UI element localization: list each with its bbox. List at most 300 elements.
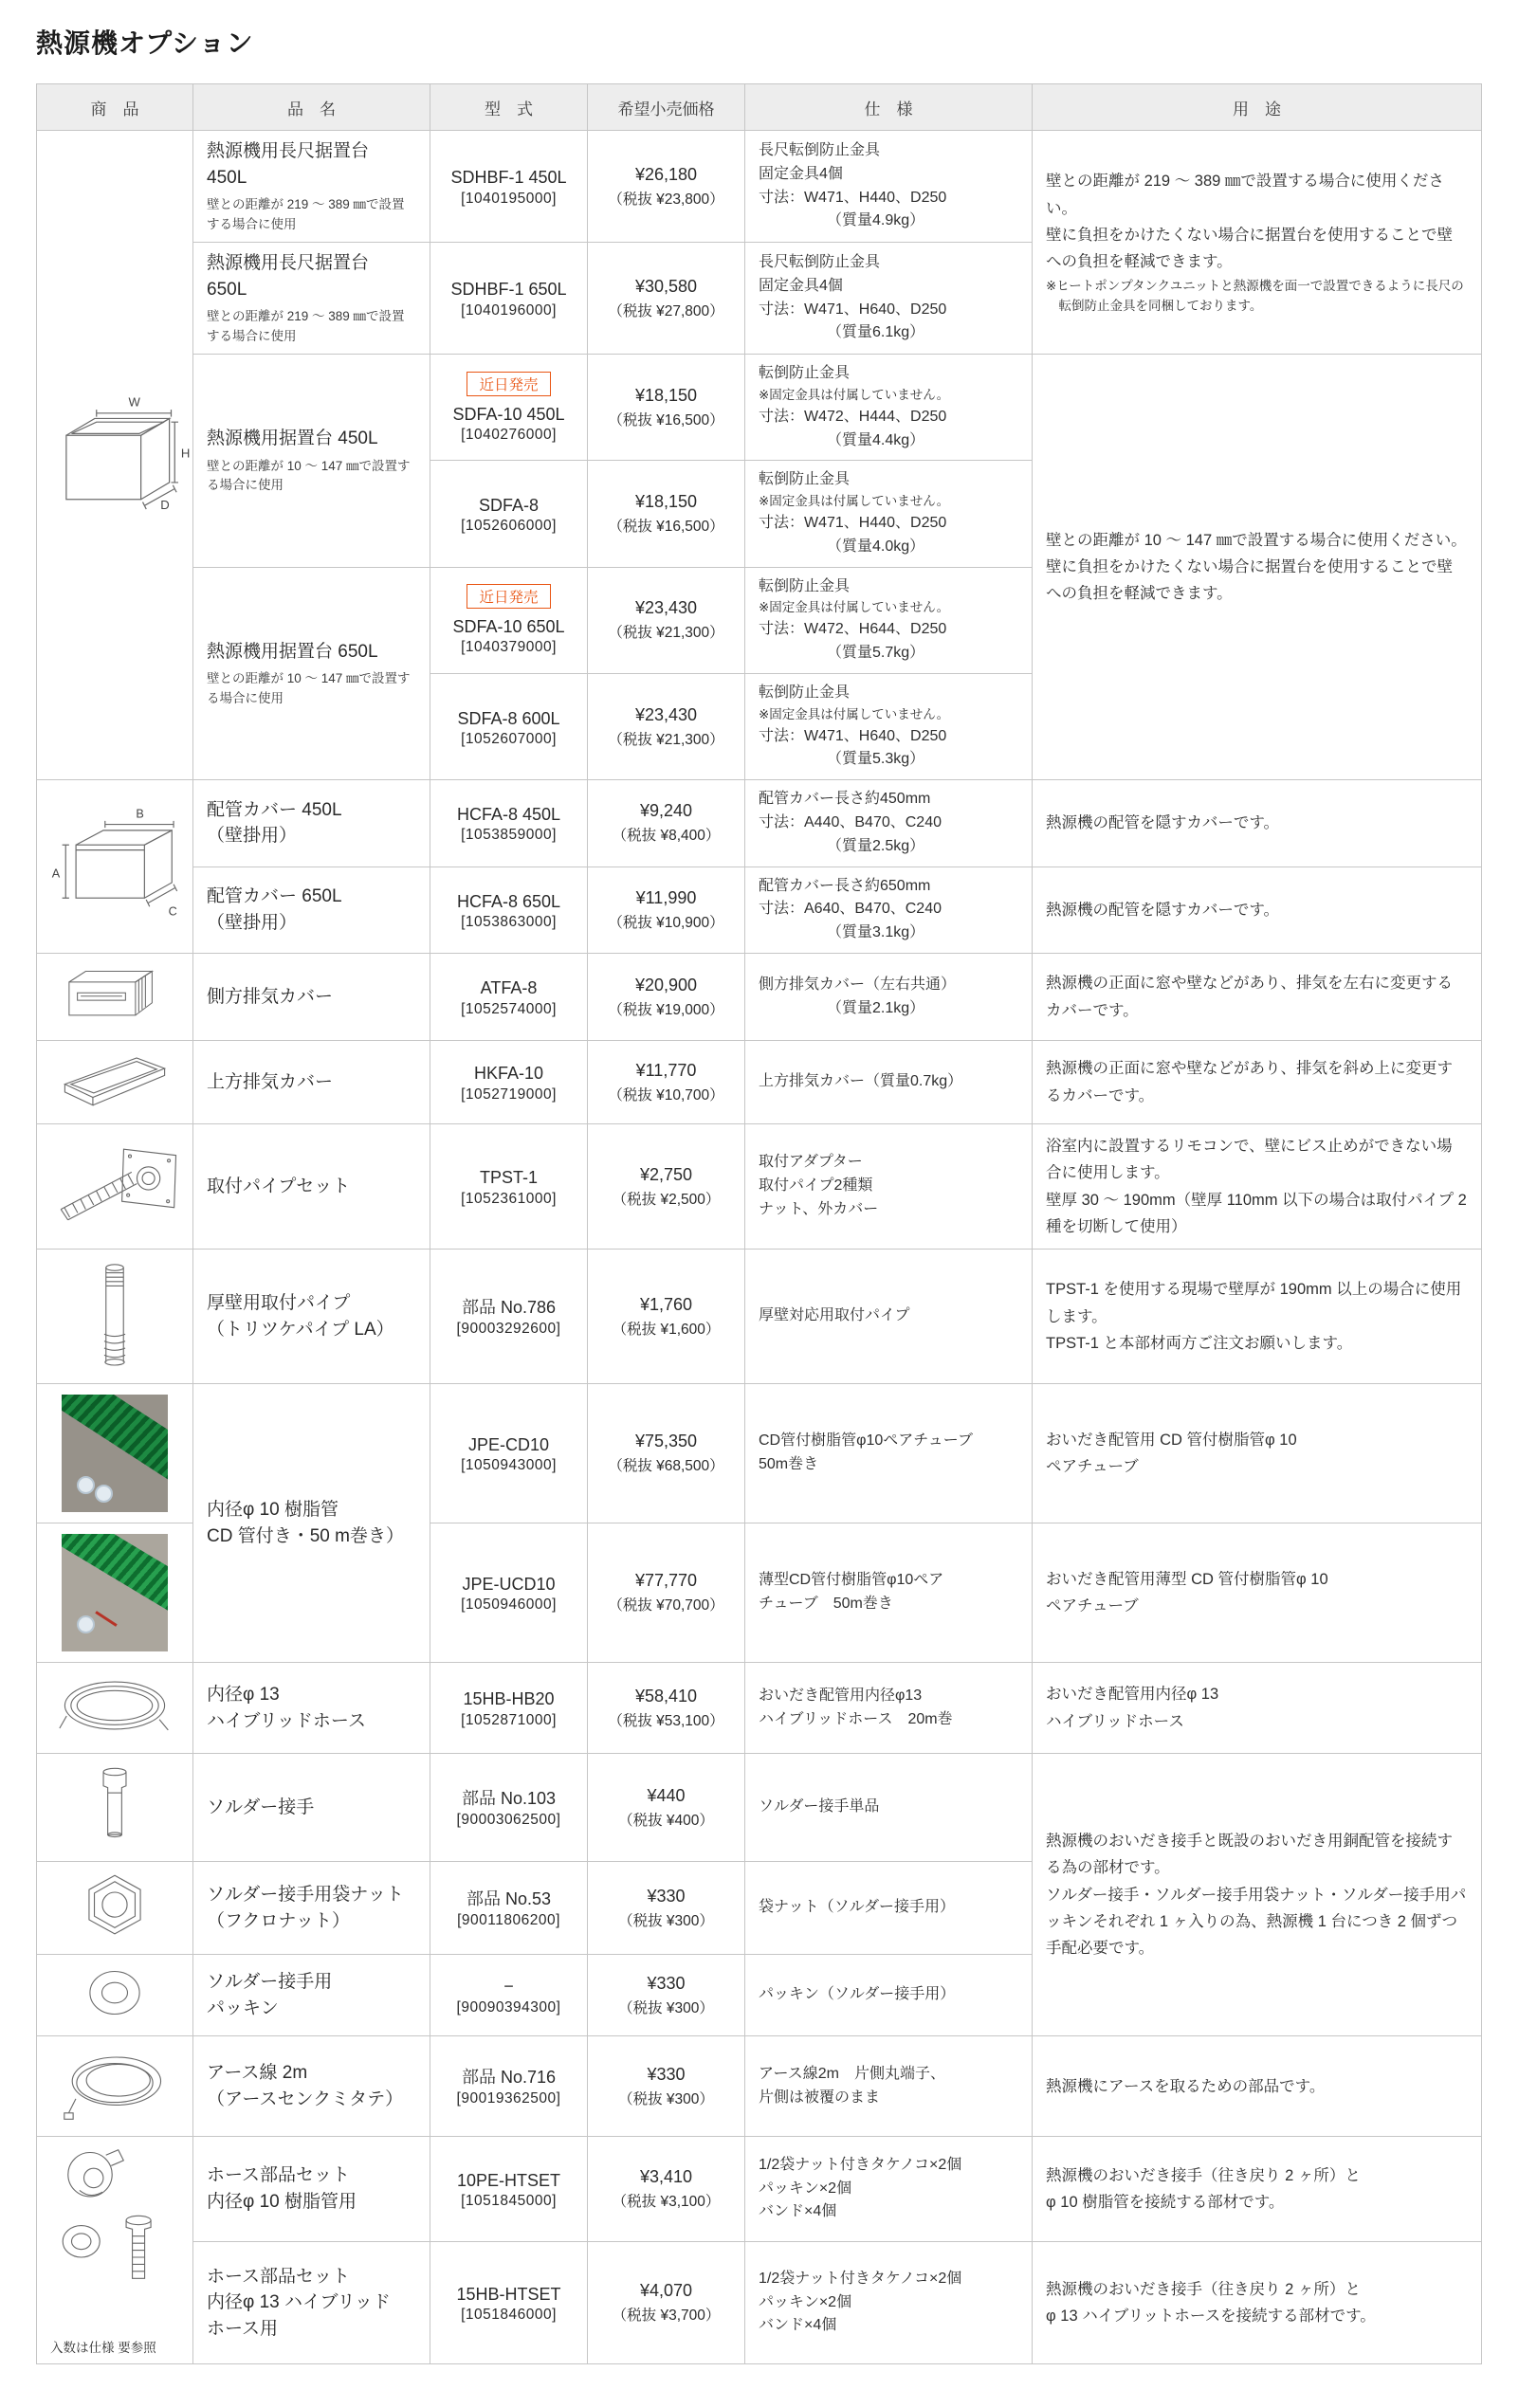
name-cell [193, 1041, 430, 1124]
model-number: SDHBF-1 450L [450, 168, 567, 188]
price: ¥20,900 [634, 975, 698, 994]
price-excl-tax: （税抜 ¥3,700） [612, 2307, 721, 2324]
product-name-line: ホース部品セット [207, 2266, 351, 2287]
product-name-line: 内径φ 10 樹脂管 [207, 1499, 339, 1520]
model-number: JPE-UCD10 [462, 1574, 556, 1594]
item-code: [90090394300] [456, 1998, 561, 2016]
use-text: 熱源機にアースを取るための部品です。 [1046, 2077, 1326, 2095]
table-row [37, 2036, 1482, 2137]
model-cell [430, 1663, 588, 1754]
price-cell [588, 1384, 745, 1523]
model-cell [430, 131, 588, 243]
price: ¥30,580 [634, 276, 698, 296]
spec-line: 寸法：A640、B470、C240 [759, 901, 942, 918]
product-cell [37, 1523, 193, 1663]
table-row [37, 1250, 1482, 1384]
product-name-line: ホース用 [207, 2318, 279, 2339]
spec-line: （質量5.3kg） [827, 751, 925, 768]
earth-wire-drawing-icon [62, 2044, 168, 2124]
spec-line: （質量3.1kg） [827, 924, 925, 941]
thin-cd-pipe-photo [62, 1534, 168, 1651]
spec-cell [745, 461, 1033, 567]
name-cell [193, 2137, 430, 2242]
spec-cell [745, 131, 1033, 243]
model-number: 部品 No.786 [461, 1298, 557, 1318]
model-number: SDFA-10 450L [452, 404, 565, 424]
model-cell [430, 673, 588, 779]
product-name-line: ソルダー接手 [207, 1797, 315, 1817]
spec-line: （質量2.5kg） [827, 837, 925, 854]
spec-line: 転倒防止金具 [759, 577, 851, 594]
col-header-model: 型 式 [430, 84, 588, 131]
product-name-line: 内径φ 10 樹脂管用 [207, 2191, 357, 2212]
use-text: 熱源機のおいだき接手（往き戻り 2 ヶ所）と [1046, 2280, 1361, 2298]
spec-line: ソルダー接手単品 [759, 1798, 880, 1815]
model-cell [430, 1041, 588, 1124]
product-cell [37, 1862, 193, 1955]
use-text: おいだき配管用内径φ 13 [1046, 1686, 1219, 1704]
price-excl-tax: （税抜 ¥21,300） [608, 625, 724, 642]
use-cell [1033, 1754, 1482, 2036]
spec-cell [745, 867, 1033, 953]
item-code: [1040276000] [461, 426, 557, 443]
product-cell [37, 1041, 193, 1124]
price-cell [588, 1955, 745, 2036]
table-row [37, 1041, 1482, 1124]
model-number: 部品 No.716 [461, 2068, 557, 2088]
spec-cell [745, 954, 1033, 1041]
model-cell [430, 954, 588, 1041]
use-text: おいだき配管用薄型 CD 管付樹脂管φ 10 [1046, 1570, 1328, 1588]
use-text: φ 10 樹脂管を接続する部材です。 [1046, 2193, 1285, 2211]
price-excl-tax: （税抜 ¥300） [618, 1912, 714, 1929]
name-cell [193, 1955, 430, 2036]
model-number: TPST-1 [479, 1168, 538, 1188]
price-excl-tax: （税抜 ¥19,000） [608, 1001, 724, 1018]
item-code: [1040196000] [461, 301, 557, 319]
model-cell [430, 1384, 588, 1523]
spec-line: パッキン（ソルダー接手用） [759, 1986, 956, 2003]
name-cell [193, 954, 430, 1041]
model-number: JPE-CD10 [467, 1434, 550, 1454]
price-cell [588, 355, 745, 461]
spec-line: 50m巻き [759, 1456, 819, 1473]
use-text: おいだき配管用 CD 管付樹脂管φ 10 [1046, 1431, 1297, 1449]
use-text: 熱源機の配管を隠すカバーです。 [1046, 901, 1280, 919]
model-number: HKFA-10 [473, 1064, 544, 1084]
table-row [37, 1124, 1482, 1250]
price: ¥75,350 [634, 1432, 698, 1451]
price-cell [588, 2036, 745, 2137]
spec-line: （質量6.1kg） [827, 324, 925, 341]
spec-cell [745, 2241, 1033, 2363]
item-code: [1052871000] [461, 1711, 557, 1728]
item-code: [1050946000] [461, 1596, 557, 1614]
table-row [37, 954, 1482, 1041]
name-cell [193, 867, 430, 953]
spec-line: 配管カバー長さ約450mm [759, 791, 931, 808]
spec-line: おいだき配管用内径φ13 [759, 1687, 923, 1704]
price-cell [588, 780, 745, 867]
model-number: − [503, 1977, 514, 1997]
spec-cell [745, 567, 1033, 673]
item-code: [1040195000] [461, 190, 557, 207]
price-cell [588, 2137, 745, 2242]
spec-line: 配管カバー長さ約650mm [759, 877, 931, 894]
price: ¥9,240 [639, 801, 693, 821]
product-name-line: 内径φ 13 [207, 1684, 280, 1705]
name-cell [193, 1250, 430, 1384]
price-cell [588, 1041, 745, 1124]
name-cell [193, 1754, 430, 1862]
product-name-note: 壁との距離が 10 ～ 147 ㎜で設置する場合に使用 [207, 671, 411, 705]
product-name-line: 厚壁用取付パイプ [207, 1292, 351, 1313]
spec-cell [745, 1384, 1033, 1523]
use-cell [1033, 2036, 1482, 2137]
spec-line: チューブ 50m巻き [759, 1596, 893, 1613]
spec-cell [745, 2137, 1033, 2242]
item-code: [1051846000] [461, 2306, 557, 2323]
product-name-line: 熱源機用据置台 450L [207, 429, 378, 449]
item-code: [1052719000] [461, 1085, 557, 1103]
price: ¥330 [647, 2064, 686, 2084]
spec-cell [745, 1041, 1033, 1124]
use-cell [1033, 2241, 1482, 2363]
side-exhaust-cover-drawing-icon [58, 961, 172, 1028]
price: ¥2,750 [639, 1164, 693, 1184]
product-name-line: （壁掛用） [207, 826, 298, 847]
spec-line: 寸法：A440、B470、C240 [759, 814, 942, 831]
spec-line: ※固定金具は付属していません。 [759, 706, 950, 721]
model-cell [430, 355, 588, 461]
spec-line: 上方排気カバー（質量0.7kg） [759, 1073, 963, 1090]
stand-box-drawing-icon [50, 344, 192, 562]
spec-line: 寸法：W471、H440、D250 [759, 515, 947, 532]
product-cell [37, 1250, 193, 1384]
product-name-line: ソルダー接手用袋ナット [207, 1884, 404, 1905]
spec-cell [745, 1250, 1033, 1384]
col-header-use: 用 途 [1033, 84, 1482, 131]
table-row [37, 1663, 1482, 1754]
product-name-note: 壁との距離が 10 ～ 147 ㎜で設置する場合に使用 [207, 458, 411, 493]
price-cell [588, 1523, 745, 1663]
item-code: [90019362500] [456, 2089, 561, 2107]
use-text: 壁厚 30 ～ 190mm（壁厚 110mm 以下の場合は取付パイプ 2 種を切断して使用） [1046, 1191, 1467, 1235]
price: ¥11,770 [635, 1060, 697, 1080]
model-cell [430, 1862, 588, 1955]
model-cell [430, 2137, 588, 2242]
product-cell [37, 1384, 193, 1523]
item-code: [1052574000] [461, 1000, 557, 1017]
spec-cell [745, 355, 1033, 461]
price-excl-tax: （税抜 ¥8,400） [612, 828, 721, 845]
table-row [37, 780, 1482, 867]
header-row [37, 84, 1482, 131]
item-code: [1040379000] [461, 639, 557, 656]
spec-line: ※固定金具は付属していません。 [759, 600, 950, 615]
price: ¥77,770 [634, 1571, 698, 1591]
price-excl-tax: （税抜 ¥68,500） [608, 1458, 724, 1475]
item-code: [90003292600] [456, 1320, 561, 1337]
name-cell [193, 131, 430, 243]
spec-line: 取付パイプ2種類 [759, 1177, 873, 1195]
price-excl-tax: （税抜 ¥400） [618, 1812, 714, 1829]
name-cell [193, 567, 430, 780]
price: ¥1,760 [639, 1294, 693, 1314]
model-number: ATFA-8 [480, 978, 538, 998]
spec-line: ※固定金具は付属していません。 [759, 387, 950, 402]
price: ¥23,430 [634, 704, 698, 724]
options-table [36, 83, 1482, 2364]
inner-tube-image [77, 1476, 95, 1494]
item-code: [90003062500] [456, 1811, 561, 1828]
model-cell [430, 1754, 588, 1862]
dim-label-w: W [128, 393, 140, 409]
spec-cell [745, 2036, 1033, 2137]
product-cell [37, 1124, 193, 1250]
model-cell [430, 780, 588, 867]
product-cell [37, 131, 193, 780]
use-text: 浴室内に設置するリモコンで、壁にビス止めができない場合に使用します。 [1046, 1138, 1453, 1182]
spec-line: 長尺転倒防止金具 [759, 253, 881, 270]
product-name-line: 650L [207, 279, 247, 300]
use-text: 壁との距離が 219 ～ 389 ㎜で設置する場合に使用ください。 [1046, 173, 1444, 217]
price: ¥330 [647, 1886, 686, 1906]
spec-line: 袋ナット（ソルダー接手用） [759, 1899, 956, 1916]
use-text: φ 13 ハイブリットホースを接続する部材です。 [1046, 2307, 1376, 2325]
inner-tube-image [77, 1615, 95, 1633]
price: ¥18,150 [634, 491, 698, 511]
item-code: [1051845000] [461, 2192, 557, 2209]
product-cell [37, 2036, 193, 2137]
spec-line: 寸法：W471、H640、D250 [759, 727, 947, 744]
solder-joint-drawing-icon [93, 1761, 137, 1849]
price: ¥58,410 [634, 1686, 698, 1706]
price: ¥11,990 [635, 887, 697, 907]
price-cell [588, 567, 745, 673]
col-header-price: 希望小売価格 [588, 84, 745, 131]
mounting-pipe-set-drawing-icon [50, 1132, 183, 1236]
pipe-cover-drawing-icon [50, 794, 183, 936]
green-pipe-image [62, 1395, 168, 1493]
price-excl-tax: （税抜 ¥16,500） [608, 411, 724, 429]
use-text: 熱源機の正面に窓や壁などがあり、排気を左右に変更するカバーです。 [1046, 975, 1453, 1019]
price-cell [588, 954, 745, 1041]
model-cell [430, 1955, 588, 2036]
spec-line: 片側は被覆のまま [759, 2089, 881, 2106]
spec-line: 転倒防止金具 [759, 684, 851, 701]
price-cell [588, 1862, 745, 1955]
use-cell [1033, 131, 1482, 355]
hybrid-hose-coil-drawing-icon [58, 1670, 172, 1741]
price-excl-tax: （税抜 ¥10,900） [608, 914, 724, 931]
use-text: 壁に負担をかけたくない場合に据置台を使用することで壁への負担を軽減できます。 [1046, 558, 1453, 603]
product-name-line: ハイブリッドホース [207, 1710, 366, 1731]
dim-label-b: B [136, 806, 144, 820]
item-code: [1052606000] [461, 518, 557, 535]
model-number: 15HB-HTSET [456, 2284, 561, 2304]
use-note: ※ヒートポンプタンクユニットと熱源機を面一で設置できるように長尺の転倒防止金具を同梱しております。 [1046, 278, 1464, 313]
spec-line: ※固定金具は付属していません。 [759, 494, 950, 509]
use-text: 熱源機のおいだき接手と既設のおいだき用銅配管を接続する為の部材です。 [1046, 1833, 1453, 1877]
table-row [37, 2137, 1482, 2242]
product-name-line: （アースセンクミタテ） [207, 2089, 404, 2109]
price-cell [588, 1250, 745, 1384]
price-excl-tax: （税抜 ¥27,800） [608, 302, 724, 319]
green-pipe-image [62, 1534, 168, 1623]
product-cell [37, 954, 193, 1041]
spec-line: （質量4.9kg） [827, 212, 925, 229]
name-cell [193, 780, 430, 867]
model-cell [430, 243, 588, 355]
price-excl-tax: （税抜 ¥21,300） [608, 731, 724, 748]
product-name-line: （壁掛用） [207, 912, 298, 933]
use-text: ソルダー接手・ソルダー接手用袋ナット・ソルダー接手用パッキンそれぞれ 1 ヶ入りの為、熱源機 1 台につき 2 個ずつ手配必要です。 [1046, 1886, 1467, 1957]
use-cell [1033, 355, 1482, 780]
model-number: SDHBF-1 650L [450, 280, 567, 300]
name-cell [193, 243, 430, 355]
price-cell [588, 2241, 745, 2363]
spec-line: 薄型CD管付樹脂管φ10ペア [759, 1572, 944, 1589]
use-cell [1033, 954, 1482, 1041]
product-name-line: 内径φ 13 ハイブリッド [207, 2292, 391, 2313]
spec-line: 寸法：W472、H444、D250 [759, 408, 947, 425]
table-row [37, 867, 1482, 953]
use-text: TPST-1 を使用する現場で壁厚が 190mm 以上の場合に使用します。 [1046, 1281, 1462, 1325]
spec-line: 転倒防止金具 [759, 471, 851, 488]
product-name-line: 取付パイプセット [207, 1176, 351, 1196]
name-cell [193, 1124, 430, 1250]
spec-line: パッキン×2個 [759, 2293, 852, 2310]
price-cell [588, 1124, 745, 1250]
product-name-line: （フクロナット） [207, 1910, 351, 1931]
price-cell [588, 243, 745, 355]
use-text: TPST-1 と本部材両方ご注文お願いします。 [1046, 1334, 1353, 1352]
spec-line: パッキン×2個 [759, 2180, 852, 2197]
use-text: 熱源機の配管を隠すカバーです。 [1046, 814, 1280, 832]
item-code: [1052607000] [461, 730, 557, 747]
flare-nut-drawing-icon [75, 1870, 155, 1942]
use-cell [1033, 780, 1482, 867]
price-excl-tax: （税抜 ¥53,100） [608, 1712, 724, 1729]
spec-line: 側方排気カバー（左右共通） [759, 976, 957, 993]
dim-label-h: H [180, 446, 191, 461]
price-excl-tax: （税抜 ¥16,500） [608, 518, 724, 535]
use-text: ハイブリッドホース [1046, 1712, 1184, 1730]
dim-label-c: C [168, 903, 177, 918]
spec-line: （質量2.1kg） [827, 999, 925, 1016]
product-name-line: 熱源機用長尺据置台 [207, 141, 370, 162]
name-cell [193, 2241, 430, 2363]
use-text: ペアチューブ [1046, 1597, 1139, 1615]
model-cell [430, 867, 588, 953]
spec-cell [745, 243, 1033, 355]
product-name-line: 450L [207, 167, 247, 188]
product-name-line: （トリツケパイプ LA） [207, 1319, 394, 1340]
name-cell [193, 2036, 430, 2137]
model-cell [430, 1523, 588, 1663]
price: ¥330 [647, 1973, 686, 1993]
product-name-line: 配管カバー 450L [207, 799, 342, 820]
price-excl-tax: （税抜 ¥10,700） [608, 1086, 724, 1104]
col-header-product: 商 品 [37, 84, 193, 131]
price: ¥23,430 [634, 598, 698, 618]
spec-line: 固定金具4個 [759, 165, 843, 182]
use-cell [1033, 1250, 1482, 1384]
model-cell [430, 2241, 588, 2363]
model-number: 15HB-HB20 [463, 1689, 555, 1709]
top-exhaust-cover-drawing-icon [58, 1049, 172, 1111]
price: ¥440 [647, 1785, 686, 1805]
use-cell [1033, 2137, 1482, 2242]
coming-soon-badge: 近日発売 [467, 372, 550, 396]
price-cell [588, 1754, 745, 1862]
spec-line: 寸法：W471、H640、D250 [759, 301, 947, 318]
item-code: [1053859000] [461, 827, 557, 844]
page-title: 熱源機オプション [36, 28, 254, 58]
use-text: 熱源機の正面に窓や壁などがあり、排気を斜め上に変更するカバーです。 [1046, 1060, 1453, 1104]
product-name-line: 上方排気カバー [207, 1071, 334, 1092]
price-cell [588, 1663, 745, 1754]
quantity-footnote: 入数は仕様 要参照 [50, 2341, 156, 2356]
product-name-line: ソルダー接手用 [207, 1971, 333, 1992]
spec-line: （質量4.0kg） [827, 538, 925, 555]
spec-line: 寸法：W471、H440、D250 [759, 189, 947, 206]
product-cell [37, 1754, 193, 1862]
price-excl-tax: （税抜 ¥300） [618, 1999, 714, 2016]
model-cell [430, 1124, 588, 1250]
hose-parts-set-drawing-icon [53, 2144, 176, 2321]
spec-cell [745, 780, 1033, 867]
product-name-line: 配管カバー 650L [207, 886, 342, 907]
spec-line: バンド×4個 [759, 2317, 837, 2334]
spec-cell [745, 1754, 1033, 1862]
use-text: ペアチューブ [1046, 1458, 1139, 1476]
product-name-line: アース線 2m [207, 2062, 308, 2083]
name-cell [193, 1663, 430, 1754]
thick-wall-pipe-drawing-icon [90, 1257, 139, 1371]
model-number: SDFA-10 650L [452, 617, 565, 637]
inner-tube-image [95, 1485, 113, 1503]
spec-line: 寸法：W472、H644、D250 [759, 621, 947, 638]
coming-soon-badge: 近日発売 [467, 584, 550, 609]
use-cell [1033, 867, 1482, 953]
price: ¥18,150 [634, 385, 698, 405]
price-excl-tax: （税抜 ¥70,700） [608, 1597, 724, 1614]
item-code: [1052361000] [461, 1190, 557, 1207]
price-cell [588, 673, 745, 779]
table-row [37, 2241, 1482, 2363]
spec-cell [745, 673, 1033, 779]
model-number: SDFA-8 600L [457, 708, 560, 728]
col-header-spec: 仕 様 [745, 84, 1033, 131]
spec-line: （質量5.7kg） [827, 645, 925, 662]
use-cell [1033, 1124, 1482, 1250]
spec-cell [745, 1523, 1033, 1663]
product-name-line: 熱源機用据置台 650L [207, 641, 378, 662]
spec-line: アース線2m 片側丸端子、 [759, 2065, 945, 2082]
price: ¥4,070 [639, 2280, 693, 2300]
model-number: SDFA-8 [478, 495, 540, 515]
product-name-note: 壁との距離が 219 ～ 389 ㎜で設置する場合に使用 [207, 197, 405, 231]
model-cell [430, 2036, 588, 2137]
spec-line: 長尺転倒防止金具 [759, 141, 881, 158]
product-name-line: パッキン [207, 1998, 279, 2018]
product-cell [37, 1955, 193, 2036]
price-excl-tax: （税抜 ¥3,100） [612, 2193, 721, 2210]
model-cell [430, 461, 588, 567]
price-excl-tax: （税抜 ¥23,800） [608, 191, 724, 208]
